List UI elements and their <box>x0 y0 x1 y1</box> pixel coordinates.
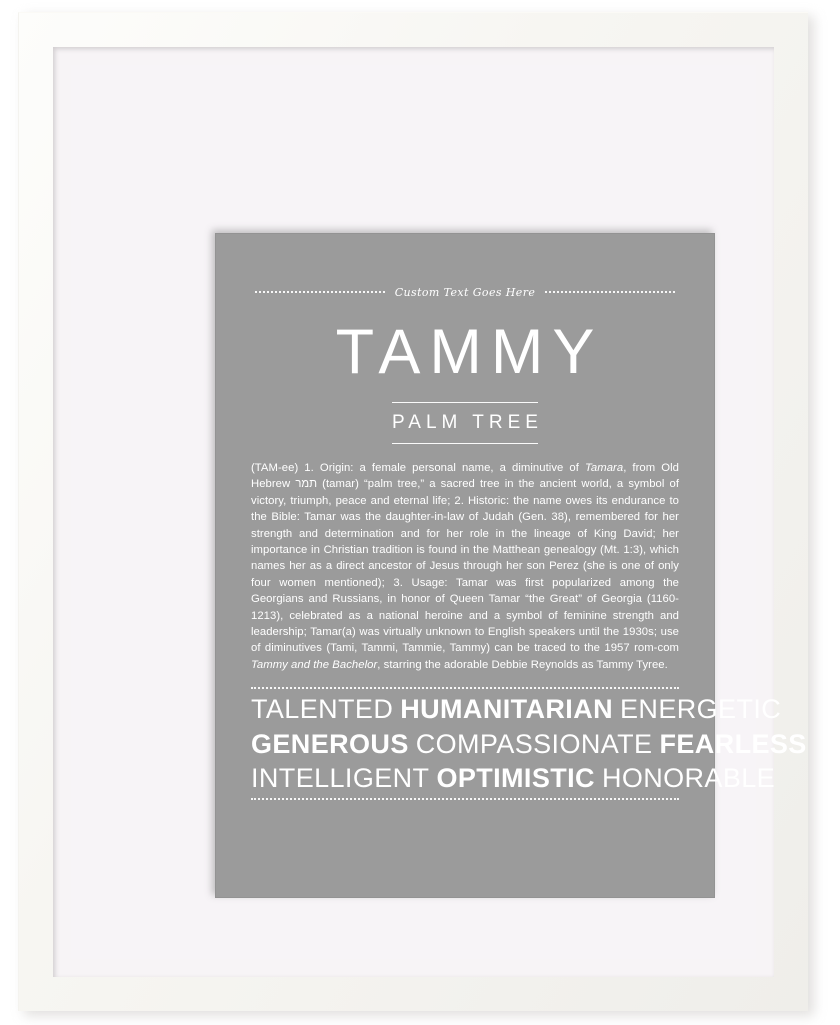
trait-line <box>251 694 782 725</box>
meaning-rule-bottom <box>392 443 538 444</box>
meaning-text: PALM TREE <box>392 412 543 433</box>
mat-board <box>71 65 807 959</box>
trait-word: OPTIMISTIC <box>436 762 595 793</box>
custom-text-row <box>251 281 679 303</box>
trait-word: INTELLIGENT <box>251 762 430 793</box>
picture-frame <box>18 12 808 1011</box>
name-art-print <box>215 233 807 898</box>
trait-line <box>251 762 776 793</box>
dotted-divider-left <box>255 291 385 293</box>
name-description: (TAM-ee) 1. Origin: a female personal name, a diminutive of Tamara, from Old Hebrew תמר (tamar) “palm tree,” a sacred tree in the ancient world, a symbol of victory, triumph, peace and eternal life; 2. Historic: the name owes its endurance to the Bible: Tamar was the daughter-in-law of Judah (Gen. 38), remembered for her strength and determination and for her role in the lineage of King David; her importance in Christian tradition is found in the Matthean genealogy (Mt. 1:3), which names her as a direct ancestor of Jesus through her son Perez (she is one of only four women mentioned); 3. Usage: Tamar was first popularized among the Georgians and Russians, in honor of Queen Tamar “the Great” of Georgia (1160-1213), celebrated as a national heroine and a symbol of feminine strength and leadership; Tamar(a) was virtually unknown to English speakers until the 1930s; use of diminutives (Tami, Tammi, Tammie, Tammy) can be traced to the 1957 rom-com Tammy and the Bachelor, starring the adorable Debbie Reynolds as Tammy Tyree. <box>251 462 680 671</box>
trait-line <box>251 728 807 759</box>
traits-rule-top <box>251 687 679 689</box>
dotted-divider-right <box>545 291 675 293</box>
trait-lines <box>251 694 807 793</box>
custom-text: Custom Text Goes Here <box>394 285 536 299</box>
trait-word: HUMANITARIAN <box>400 694 614 725</box>
trait-word: FEARLESS <box>659 728 807 759</box>
trait-word: GENEROUS <box>251 728 409 759</box>
trait-word: TALENTED <box>251 694 394 725</box>
trait-word: ENERGETIC <box>620 694 782 725</box>
trait-word: HONORABLE <box>601 762 776 793</box>
name-title: TAMMY <box>335 317 604 387</box>
traits-block <box>251 687 807 800</box>
traits-rule-bottom <box>251 798 679 800</box>
meaning-rule-top <box>392 402 538 403</box>
meaning-block <box>251 402 679 444</box>
trait-word: COMPASSIONATE <box>415 728 653 759</box>
